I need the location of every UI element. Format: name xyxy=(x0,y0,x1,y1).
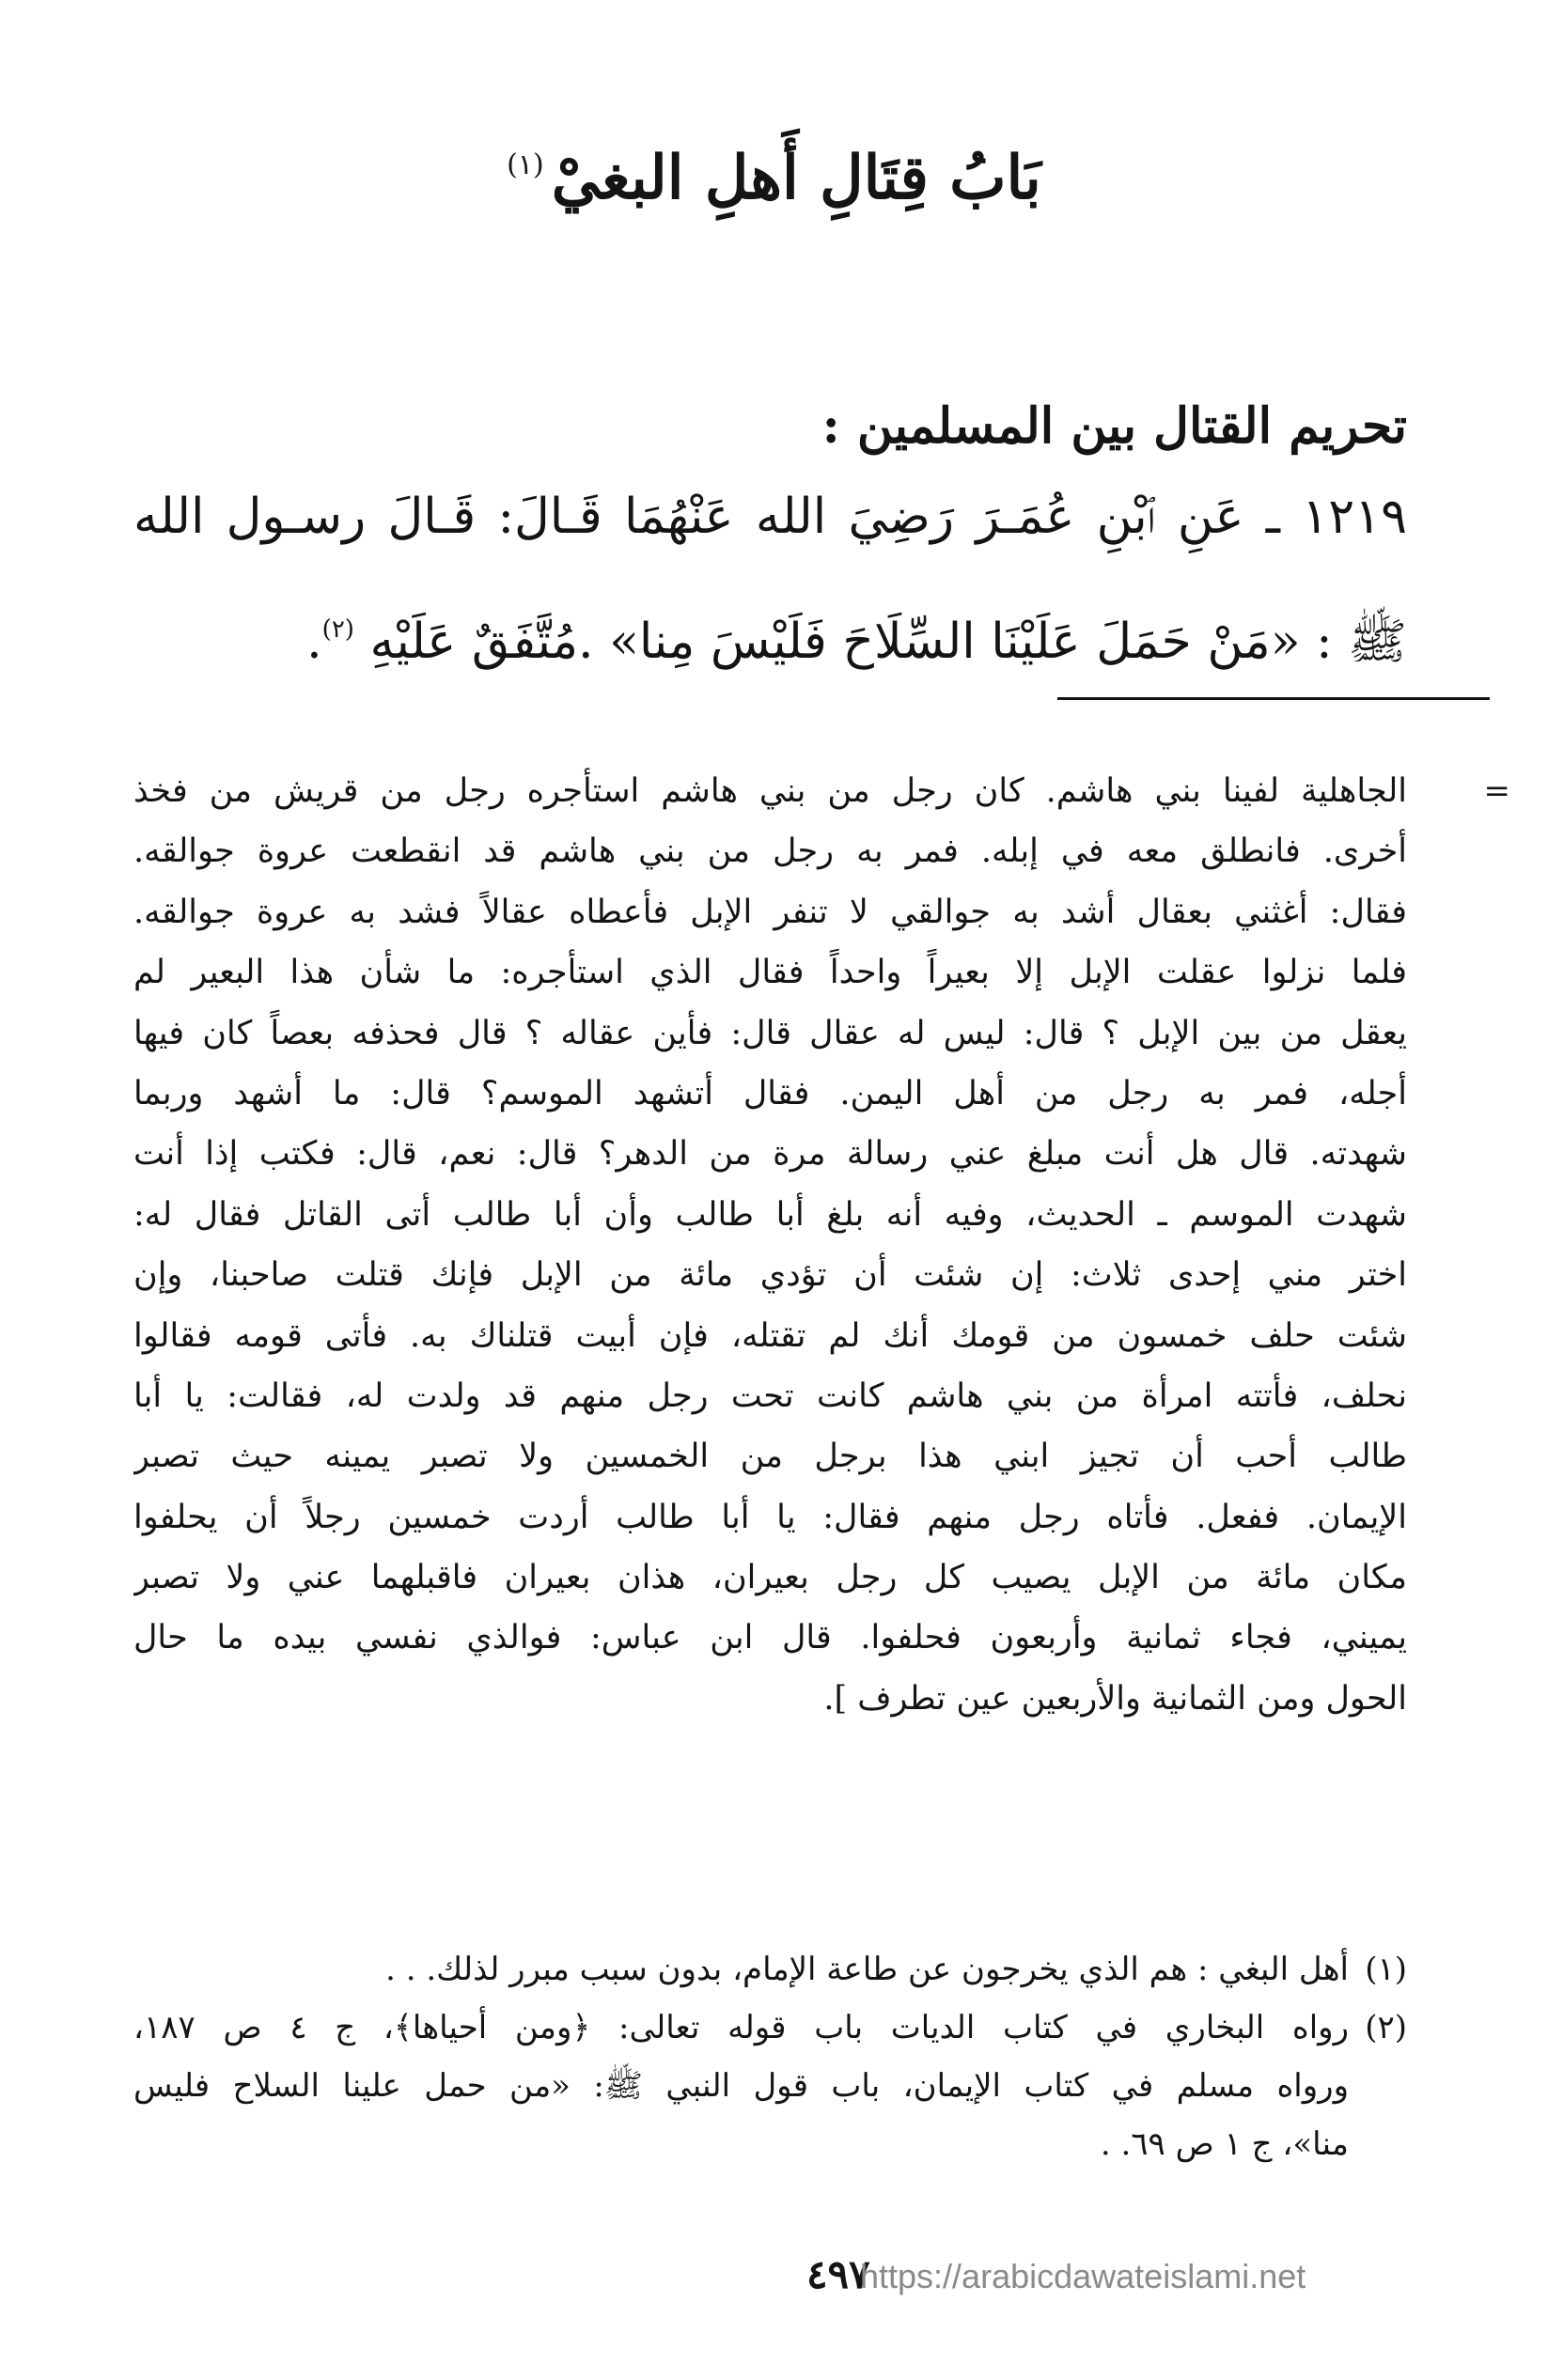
text-line: الحول ومن الثمانية والأربعين عين تطرف ]. xyxy=(823,1679,1407,1718)
continued-footnote-block xyxy=(133,761,1510,1729)
section-heading: تحريم القتال بين المسلمين : xyxy=(821,397,1407,456)
footnote-line: أهل البغي : هم الذي يخرجون عن طاعة الإمام، بدون سبب مبرر لذلك. . . xyxy=(385,1951,1349,1988)
text-line: شهدته. قال هل أنت مبلغ عني رسالة مرة من الدهر؟ قال: نعم، قال: فكتب إذا أنت xyxy=(133,1135,1407,1174)
footnote-line: ورواه مسلم في كتاب الإيمان، باب قول النبي ﷺ: «من حمل علينا السلاح فليس xyxy=(133,2067,1349,2105)
continuation-marker: = xyxy=(1483,772,1510,810)
continued-footnote-text xyxy=(133,761,1407,1729)
page-number: ٤٩٧ xyxy=(806,2251,870,2297)
text-line: اختر مني إحدى ثلاث: إن شئت أن تؤدي مائة من الإبل فإنك قتلت صاحبنا، وإن xyxy=(133,1256,1407,1295)
footnote-1 xyxy=(133,1940,1407,1999)
text-line: يميني، فجاء ثمانية وأربعون فحلفوا. قال ابن عباس: فوالذي نفسي بيده ما حال xyxy=(133,1619,1407,1657)
hadith-footnote-ref: (٢) xyxy=(321,615,354,644)
hadith-text: ١٢١٩ ـ عَنِ ٱبْنِ عُمَـرَ رَضِيَ الله عَنْهُمَا قَـالَ: قَـالَ رسـول الله ﷺ : «مَنْ حَمَلَ عَلَيْنَا السِّلَاحَ فَلَيْسَ مِنا» .مُتَّفَقٌ عَلَيْهِ xyxy=(133,489,1408,670)
text-line: شهدت الموسم ـ الحديث، وفيه أنه بلغ أبا طالب وأن أبا طالب أتى القاتل فقال له: xyxy=(133,1195,1407,1234)
text-line: يعقل من بين الإبل ؟ قال: ليس له عقال قال: فأين عقاله ؟ قال فحذفه بعصاً كان فيها xyxy=(133,1014,1407,1052)
text-line: الإيمان. ففعل. فأتاه رجل منهم فقال: يا أبا طالب أردت خمسين رجلاً أن يحلفوا xyxy=(133,1498,1407,1536)
text-line: شئت حلف خمسون من قومك أنك لم تقتله، فإن أبيت قتلناك به. فأتى قومه فقالوا xyxy=(133,1316,1407,1355)
text-line: الجاهلية لفينا بني هاشم. كان رجل من بني هاشم استأجره رجل من قريش من فخذ xyxy=(133,772,1407,810)
text-line: مكان مائة من الإبل يصيب كل رجل بعيران، هذان بعيران فاقبلهما عني ولا تصبر xyxy=(133,1559,1407,1597)
text-line: فلما نزلوا عقلت الإبل إلا بعيراً واحداً فقال الذي استأجره: ما شأن هذا البعير لم xyxy=(133,954,1407,992)
footnote-line: منا»، ج ١ ص ٦٩. . xyxy=(1100,2125,1349,2163)
footnote-line: رواه البخاري في كتاب الديات باب قوله تعالى: ﴿ومن أحياها﴾، ج ٤ ص ١٨٧، xyxy=(133,2009,1349,2046)
chapter-title xyxy=(0,142,1548,213)
text-line: أجله، فمر به رجل من أهل اليمن. فقال أتشهد الموسم؟ قال: ما أشهد وربما xyxy=(133,1074,1407,1112)
text-line: نحلف، فأتته امرأة من بني هاشم كانت تحت رجل منهم قد ولدت له، فقالت: يا أبا xyxy=(133,1377,1407,1415)
footnote-separator xyxy=(1057,697,1490,700)
footnote-2 xyxy=(133,1999,1407,2173)
text-line: أخرى. فانطلق معه في إبله. فمر به رجل من بني هاشم قد انقطعت عروة جوالقه. xyxy=(133,832,1407,871)
footnotes xyxy=(133,1940,1407,2173)
text-line: فقال: أغثني بعقال أشد به جوالقي لا تنفر الإبل فأعطاه عقالاً فشد به عروة جوالقه. xyxy=(133,893,1407,931)
watermark-url: https://arabicdawateislami.net xyxy=(860,2257,1306,2295)
footnote-number: (٢) xyxy=(1365,2009,1407,2046)
text-line: طالب أحب أن تجيز ابني هذا برجل من الخمسين ولا تصبر يمينه حيث تصبر xyxy=(133,1438,1407,1476)
footnote-number: (١) xyxy=(1365,1951,1407,1988)
chapter-footnote-ref: (١) xyxy=(507,148,544,181)
chapter-title-text: بَابُ قِتَالِ أَهلِ البغيْ xyxy=(551,142,1041,213)
hadith-end-mark: . xyxy=(306,614,322,670)
hadith-text-block xyxy=(133,460,1407,698)
